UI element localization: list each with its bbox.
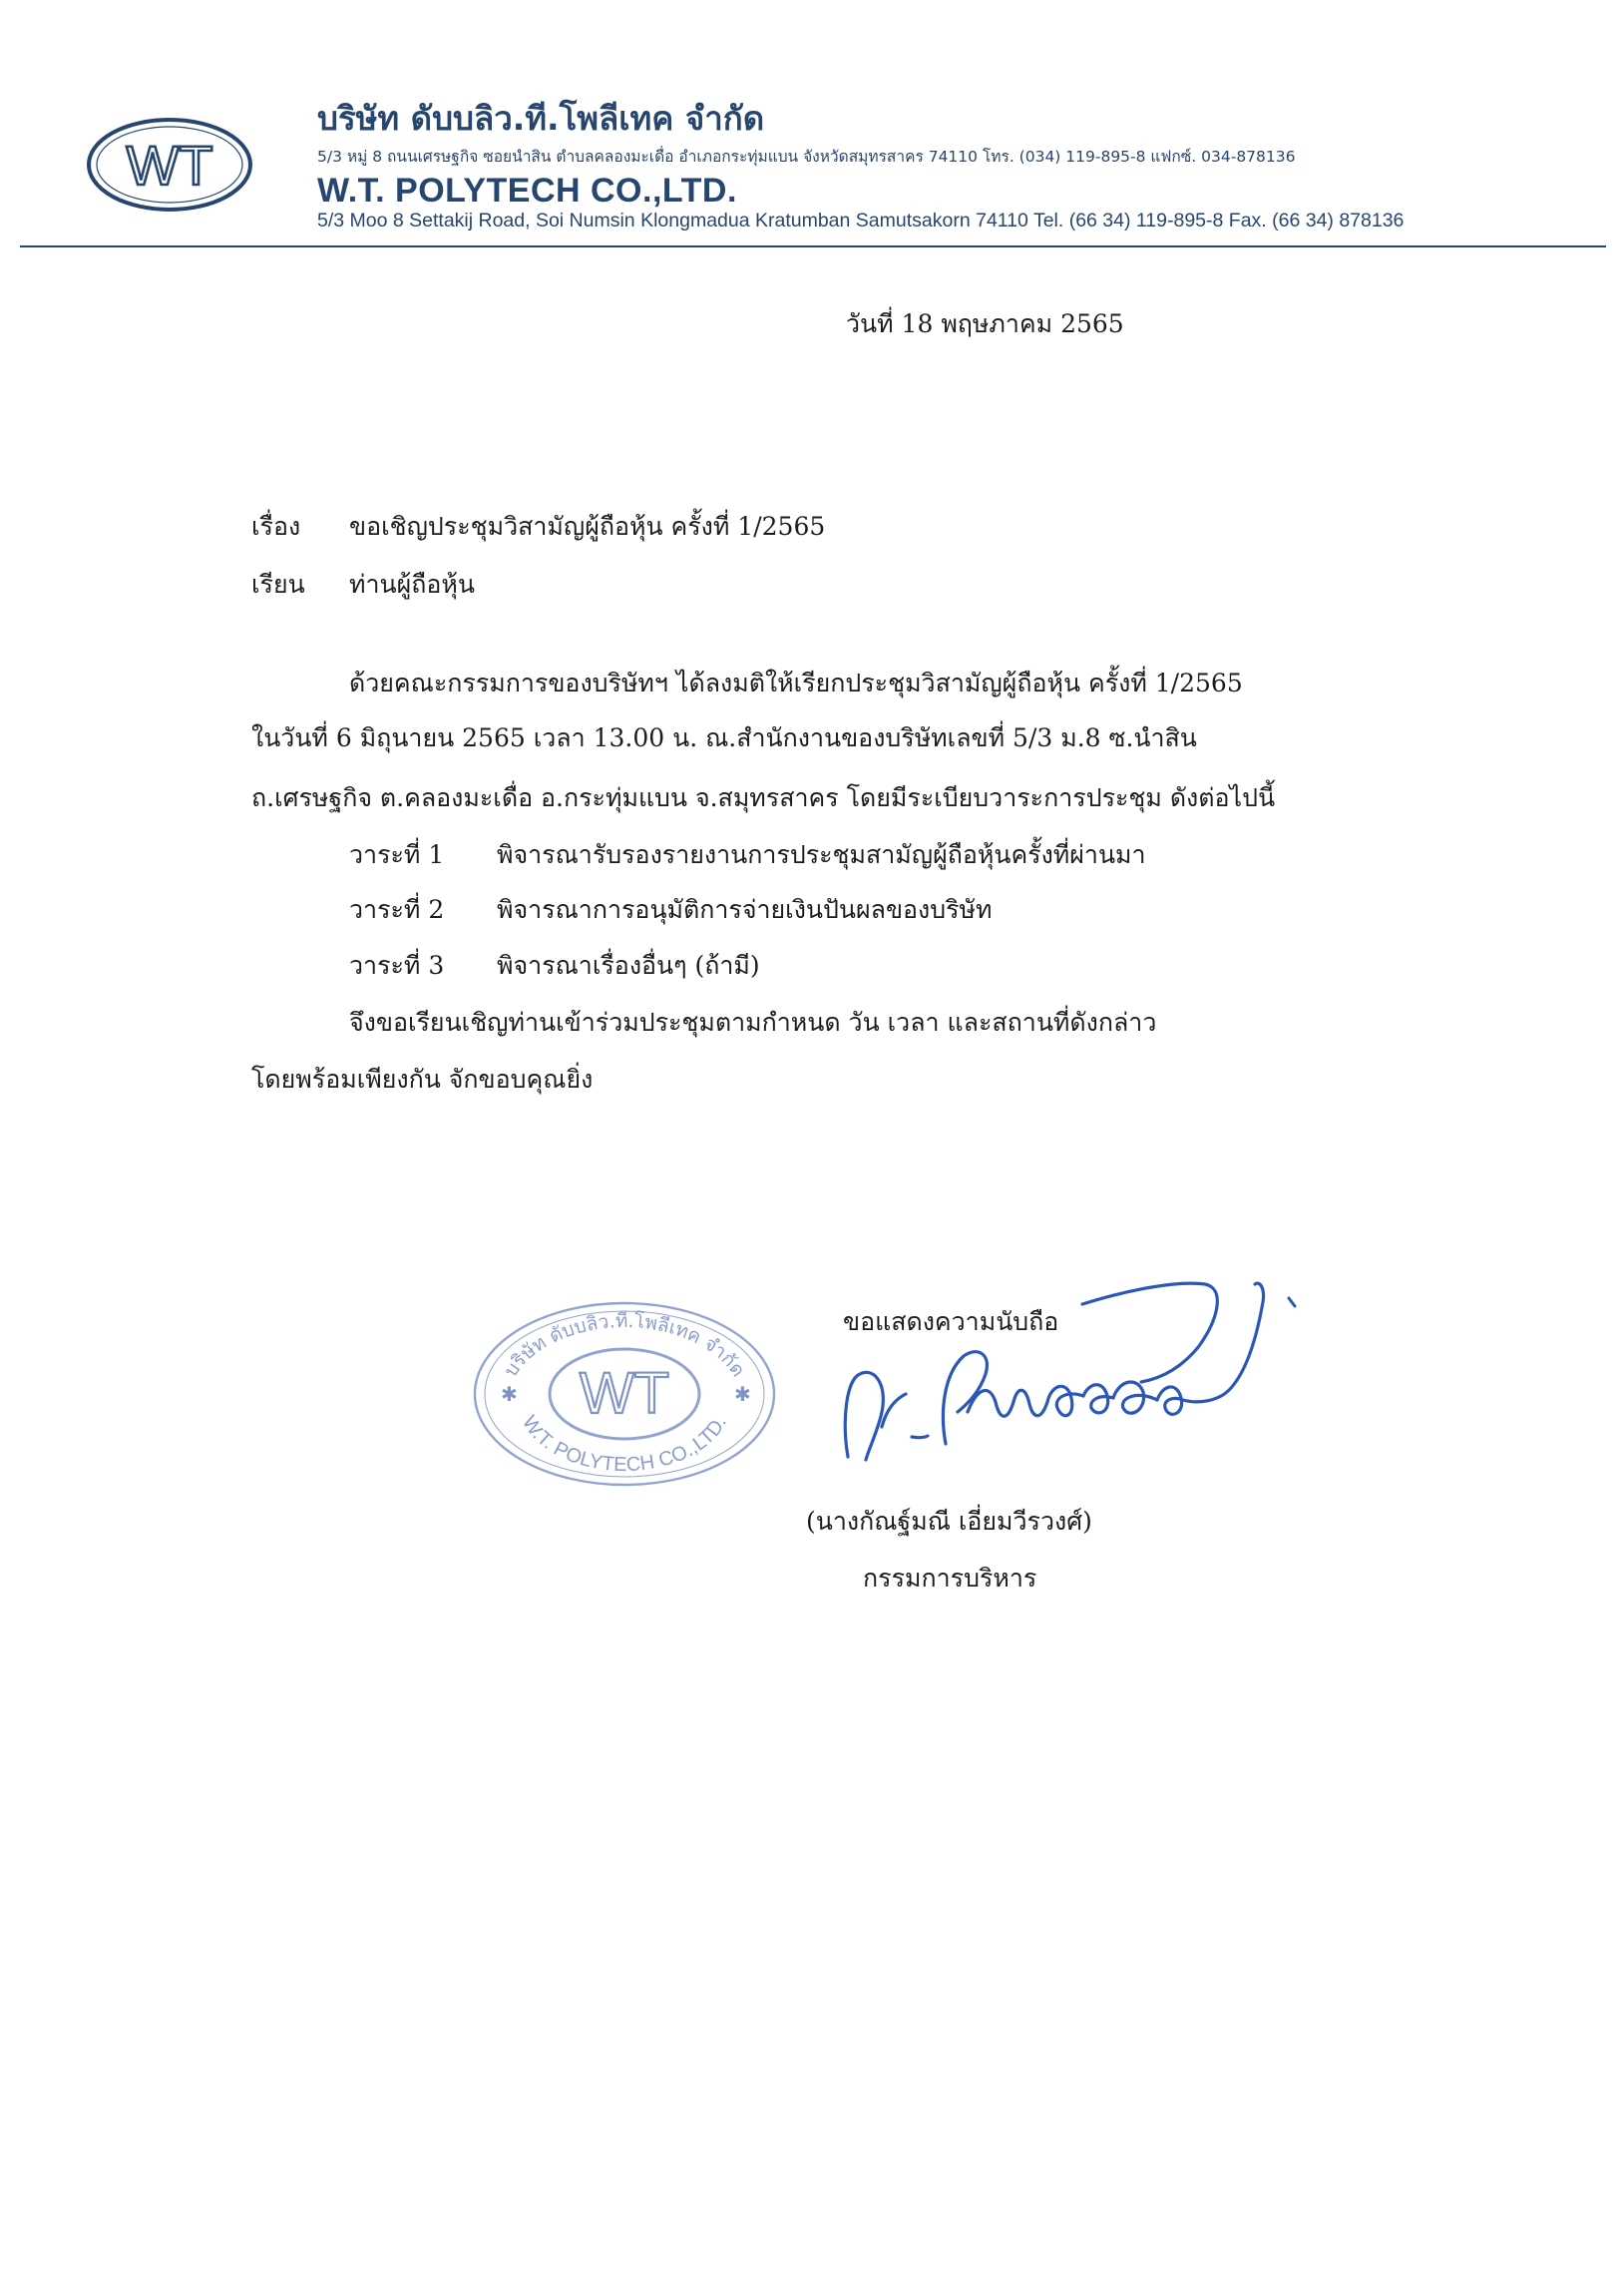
- svg-text:W.T. POLYTECH CO.,LTD.: W.T. POLYTECH CO.,LTD.: [517, 1412, 731, 1477]
- company-address-th: 5/3 หมู่ 8 ถนนเศรษฐกิจ ซอยนำสิน ตำบลคลองมะเดื่อ อำเภอกระทุ่มแบน จังหวัดสมุทรสาคร 74110 โทร. (034) 119-895-8 แฟกซ์. 034-878136: [317, 148, 1296, 166]
- closing-line: จึงขอเรียนเชิญท่านเข้าร่วมประชุมตามกำหนด วัน เวลา และสถานที่ดังกล่าว: [349, 1008, 1157, 1037]
- svg-text:WT: WT: [579, 1361, 670, 1426]
- logo-text: WT: [126, 134, 213, 197]
- agenda-label: วาระที่ 2: [349, 895, 445, 924]
- body-paragraph-line: ในวันที่ 6 มิถุนายน 2565 เวลา 13.00 น. ณ.สำนักงานของบริษัทเลขที่ 5/3 ม.8 ซ.นำสิน: [251, 723, 1197, 752]
- agenda-item-text: พิจารณาการอนุมัติการจ่ายเงินปันผลของบริษัท: [497, 895, 993, 924]
- company-address-en: 5/3 Moo 8 Settakij Road, Soi Numsin Klongmadua Kratumban Samutsakorn 74110 Tel. (66 34) 119-895-8 Fax. (66 34) 878136: [317, 210, 1405, 231]
- svg-text:✱: ✱: [734, 1382, 751, 1406]
- letterhead-divider: [20, 245, 1606, 247]
- signer-name: (นางกัณฐ์มณี เอี่ยมวีรวงศ์): [806, 1507, 1092, 1536]
- subject-label: เรื่อง: [251, 512, 301, 541]
- agenda-label: วาระที่ 1: [349, 840, 445, 869]
- svg-text:✱: ✱: [501, 1382, 518, 1406]
- agenda-label: วาระที่ 3: [349, 951, 445, 980]
- company-seal-stamp: [467, 1295, 782, 1493]
- body-paragraph-line: ด้วยคณะกรรมการของบริษัทฯ ได้ลงมติให้เรียกประชุมวิสามัญผู้ถือหุ้น ครั้งที่ 1/2565: [349, 669, 1243, 697]
- sign-off: ขอแสดงความนับถือ: [843, 1307, 1059, 1336]
- handwritten-signature-icon: [828, 1262, 1307, 1477]
- letter-date: วันที่ 18 พฤษภาคม 2565: [846, 309, 1124, 338]
- agenda-item-text: พิจารณารับรองรายงานการประชุมสามัญผู้ถือหุ้นครั้งที่ผ่านมา: [497, 840, 1146, 869]
- company-name-en: W.T. POLYTECH CO.,LTD.: [317, 172, 737, 210]
- subject-text: ขอเชิญประชุมวิสามัญผู้ถือหุ้น ครั้งที่ 1/2565: [349, 512, 826, 541]
- company-logo: [85, 115, 254, 215]
- company-name-th: บริษัท ดับบลิว.ที.โพลีเทค จำกัด: [317, 99, 765, 138]
- agenda-item-text: พิจารณาเรื่องอื่นๆ (ถ้ามี): [497, 951, 760, 980]
- closing-line: โดยพร้อมเพียงกัน จักขอบคุณยิ่ง: [251, 1065, 594, 1094]
- recipient-text: ท่านผู้ถือหุ้น: [349, 570, 475, 599]
- recipient-label: เรียน: [251, 570, 305, 599]
- body-paragraph-line: ถ.เศรษฐกิจ ต.คลองมะเดื่อ อ.กระทุ่มแบน จ.สมุทรสาคร โดยมีระเบียบวาระการประชุม ดังต่อไปนี้: [251, 783, 1276, 812]
- signer-title: กรรมการบริหาร: [863, 1564, 1037, 1593]
- svg-text:บริษัท ดับบลิว.ที.โพลีเทค จำกั: บริษัท ดับบลิว.ที.โพลีเทค จำกัด: [499, 1309, 750, 1381]
